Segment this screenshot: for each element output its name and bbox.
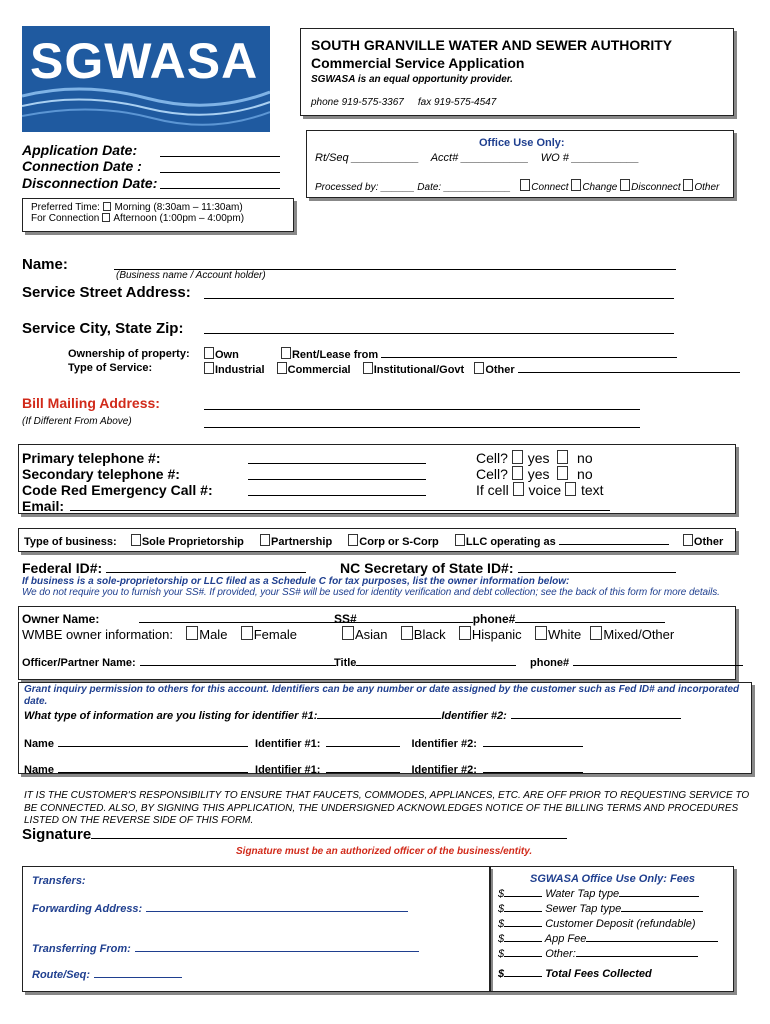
fee-field-other[interactable] xyxy=(504,946,542,957)
grant-id1-label-1: Identifier #1: xyxy=(255,738,321,750)
commercial-label: Commercial xyxy=(287,364,351,376)
industrial-checkbox[interactable] xyxy=(204,362,214,374)
logo-text: SGWASA xyxy=(30,33,259,89)
ifcell-label: If cell xyxy=(476,482,509,498)
fee-field-deposit[interactable] xyxy=(504,916,542,927)
cell2-yes-label: yes xyxy=(527,466,550,482)
federal-id-field[interactable] xyxy=(106,562,306,573)
sole-label: Sole Proprietorship xyxy=(141,536,244,548)
own-label: Own xyxy=(215,349,239,361)
change-checkbox[interactable] xyxy=(571,179,581,191)
grant-line1: Grant inquiry permission to others for this account. Identifiers can be any number or date assigned by the customer such as Fed ID# and incorporated xyxy=(24,684,740,695)
female-label: Female xyxy=(253,627,298,642)
black-label: Black xyxy=(413,627,446,642)
processed-field[interactable]: Processed by: ______ Date: ____________ xyxy=(315,182,511,193)
identifier2-type-field[interactable] xyxy=(511,708,681,719)
fee-field-app[interactable] xyxy=(504,931,542,942)
office-use-box xyxy=(306,130,734,198)
disconnection-date-label: Disconnection Date: xyxy=(22,175,158,191)
llc-checkbox[interactable] xyxy=(455,534,465,546)
secondary-phone-field[interactable] xyxy=(248,469,426,480)
bill-address-line1[interactable] xyxy=(204,398,640,410)
llc-name-field[interactable] xyxy=(559,534,669,545)
grant-id1-label-2: Identifier #1: xyxy=(255,764,321,776)
service-city-label: Service City, State Zip: xyxy=(22,320,184,337)
logo xyxy=(22,26,270,132)
fee-field-sewer[interactable] xyxy=(504,901,542,912)
total-fee-field[interactable] xyxy=(504,966,542,977)
service-type-label: Type of Service: xyxy=(68,362,153,374)
bill-address-line2[interactable] xyxy=(204,416,640,428)
rent-label: Rent/Lease from xyxy=(291,349,379,361)
other-checkbox[interactable] xyxy=(683,179,693,191)
cell1-label: Cell? xyxy=(476,450,508,466)
commercial-checkbox[interactable] xyxy=(277,362,287,374)
other-label: Other xyxy=(694,182,720,193)
form-title: Commercial Service Application xyxy=(311,55,525,71)
corp-label: Corp or S-Corp xyxy=(359,536,439,548)
white-checkbox[interactable] xyxy=(535,626,547,640)
grant-name1-label: Name xyxy=(24,738,54,750)
wo-field[interactable]: WO # ___________ xyxy=(540,152,640,164)
name-hint: (Business name / Account holder) xyxy=(116,270,266,281)
secondary-phone-label: Secondary telephone #: xyxy=(22,466,180,482)
nc-sos-field[interactable] xyxy=(518,562,676,573)
voice-label: voice xyxy=(528,482,562,498)
owner-phone-label: phone# xyxy=(472,612,516,626)
partnership-label: Partnership xyxy=(271,536,333,548)
signature-field[interactable] xyxy=(91,828,567,839)
owner-ss-label: SS# xyxy=(334,612,357,626)
partnership-checkbox[interactable] xyxy=(260,534,270,546)
own-checkbox[interactable] xyxy=(204,347,214,359)
corp-checkbox[interactable] xyxy=(348,534,358,546)
name-field[interactable] xyxy=(114,258,676,270)
primary-phone-field[interactable] xyxy=(248,453,426,464)
owner-note: If business is a sole-proprietorship or LLC filed as a Schedule C for tax purposes, list the owner information below: xyxy=(22,576,570,587)
grant-name1-field[interactable] xyxy=(58,736,248,747)
service-street-label: Service Street Address: xyxy=(22,284,191,301)
cell2-no-label: no xyxy=(577,466,593,482)
female-checkbox[interactable] xyxy=(241,626,253,640)
rtseq-field[interactable]: Rt/Seq ___________ xyxy=(315,152,419,164)
fee-field-water[interactable] xyxy=(504,886,542,897)
route-seq-field[interactable] xyxy=(94,967,182,978)
hispanic-label: Hispanic xyxy=(471,627,522,642)
for-connection-label: For Connection xyxy=(31,213,100,224)
grant-box xyxy=(18,682,752,774)
mixed-checkbox[interactable] xyxy=(590,626,602,640)
disclaimer: IT IS THE CUSTOMER'S RESPONSIBILITY TO ENSURE THAT FAUCETS, COMMODES, APPLIANCES, ETC. ARE OFF PRIOR TO REQUESTING SERVICE TO BE CONNECTED. ALSO, BY SIGNING THIS APPLICATION, THE UNDERSIGNED ACKNOWLEDGES NOTICE OF THE BILLING TERMS AND PROCEDURES LISTED ON THE REVERSE SIDE OF THIS FORM. xyxy=(24,790,750,826)
service-other-field[interactable] xyxy=(518,362,740,373)
bill-mailing-hint: (If Different From Above) xyxy=(22,416,132,427)
route-seq-label: Route/Seq: xyxy=(32,969,91,981)
fee-deposit: Customer Deposit (refundable) xyxy=(545,918,696,930)
llc-label: LLC operating as xyxy=(465,536,556,548)
connection-date-field[interactable] xyxy=(160,161,280,173)
equal-opportunity: SGWASA is an equal opportunity provider. xyxy=(311,74,513,85)
federal-id-label: Federal ID#: xyxy=(22,560,103,576)
male-checkbox[interactable] xyxy=(186,626,198,640)
grant-id2-label-2: Identifier #2: xyxy=(411,764,477,776)
transferring-from-label: Transferring From: xyxy=(32,943,131,955)
business-other-checkbox[interactable] xyxy=(683,534,693,546)
forwarding-field[interactable] xyxy=(146,901,408,912)
ss-note: We do not require you to furnish your SS#. If provided, your SS# will be used for identity verification and debt collection; see the back of this form for more details. xyxy=(22,587,720,598)
fee-sewer-tap: Sewer Tap type xyxy=(545,903,622,915)
black-checkbox[interactable] xyxy=(401,626,413,640)
service-street-field[interactable] xyxy=(204,287,674,299)
asian-checkbox[interactable] xyxy=(342,626,354,640)
cell1-no-checkbox[interactable] xyxy=(557,450,568,464)
connect-label: Connect xyxy=(531,182,569,193)
business-type-label: Type of business: xyxy=(24,536,117,548)
institutional-checkbox[interactable] xyxy=(363,362,373,374)
white-label: White xyxy=(547,627,582,642)
bill-mailing-label: Bill Mailing Address: xyxy=(22,395,160,411)
code-red-label: Code Red Emergency Call #: xyxy=(22,482,213,498)
business-other-label: Other xyxy=(693,536,724,548)
text-checkbox[interactable] xyxy=(565,482,576,496)
afternoon-label: Afternoon (1:00pm – 4:00pm) xyxy=(113,213,245,224)
code-red-field[interactable] xyxy=(248,485,426,496)
nc-sos-label: NC Secretary of State ID#: xyxy=(340,560,514,576)
fee-other-field[interactable] xyxy=(576,946,698,957)
email-label: Email: xyxy=(22,498,65,514)
officer-name-field[interactable] xyxy=(140,655,336,666)
email-field[interactable] xyxy=(70,500,610,511)
org-name: SOUTH GRANVILLE WATER AND SEWER AUTHORITY xyxy=(311,37,673,53)
institutional-label: Institutional/Govt xyxy=(373,364,465,376)
cell2-label: Cell? xyxy=(476,466,508,482)
sole-checkbox[interactable] xyxy=(131,534,141,546)
grant-name2-field[interactable] xyxy=(58,762,248,773)
fax: fax 919-575-4547 xyxy=(417,97,497,108)
application-date-label: Application Date: xyxy=(22,142,138,158)
fee-app: App Fee xyxy=(544,933,587,945)
owner-name-field[interactable] xyxy=(139,612,361,623)
transfers-title: Transfers: xyxy=(32,875,86,887)
text-label: text xyxy=(580,482,604,498)
grant-name2-label: Name xyxy=(24,764,54,776)
rent-from-field[interactable] xyxy=(381,347,677,358)
grant-id2-label-1: Identifier #2: xyxy=(411,738,477,750)
total-fees-label: Total Fees Collected xyxy=(545,968,652,980)
cell1-no-label: no xyxy=(577,450,593,466)
mixed-label: Mixed/Other xyxy=(603,627,675,642)
grant-id1-field-2[interactable] xyxy=(326,762,400,773)
disconnect-label: Disconnect xyxy=(631,182,681,193)
service-other-checkbox[interactable] xyxy=(474,362,484,374)
identifier1-type-field[interactable] xyxy=(317,708,441,719)
signature-note: Signature must be an authorized officer of the business/entity. xyxy=(236,846,533,857)
voice-checkbox[interactable] xyxy=(513,482,524,496)
name-label: Name: xyxy=(22,256,68,273)
wmbe-label: WMBE owner information: xyxy=(22,627,173,642)
morning-label: Morning (8:30am – 11:30am) xyxy=(114,202,243,213)
fee-sewer-type-field[interactable] xyxy=(621,901,703,912)
fees-title: SGWASA Office Use Only: Fees xyxy=(530,873,696,885)
fee-water-type-field[interactable] xyxy=(619,886,699,897)
phone: phone 919-575-3367 xyxy=(311,97,404,108)
owner-phone-field[interactable] xyxy=(515,612,665,623)
forwarding-label: Forwarding Address: xyxy=(32,903,143,915)
preferred-time-box xyxy=(22,198,294,232)
cell2-no-checkbox[interactable] xyxy=(557,466,568,480)
male-label: Male xyxy=(199,627,228,642)
identifier2-type-label: Identifier #2: xyxy=(441,710,507,722)
afternoon-checkbox[interactable] xyxy=(102,213,110,222)
signature-label: Signature xyxy=(22,826,92,843)
rent-checkbox[interactable] xyxy=(281,347,291,359)
officer-phone-label: phone# xyxy=(530,657,570,669)
service-city-field[interactable] xyxy=(204,322,674,334)
industrial-label: Industrial xyxy=(215,364,265,376)
application-date-field[interactable] xyxy=(160,145,280,157)
connection-date-label: Connection Date : xyxy=(22,158,142,174)
ownership-label: Ownership of property: xyxy=(68,348,190,360)
grant-id2-field-1[interactable] xyxy=(483,736,583,747)
primary-phone-label: Primary telephone #: xyxy=(22,450,161,466)
hispanic-checkbox[interactable] xyxy=(459,626,471,640)
connect-checkbox[interactable] xyxy=(520,179,530,191)
transferring-from-field[interactable] xyxy=(135,941,419,952)
owner-name-label: Owner Name: xyxy=(22,612,100,626)
morning-checkbox[interactable] xyxy=(103,202,111,211)
cell2-yes-checkbox[interactable] xyxy=(512,466,523,480)
acct-field[interactable]: Acct# ___________ xyxy=(430,152,529,164)
fee-other: Other: xyxy=(545,948,576,960)
disconnection-date-field[interactable] xyxy=(160,177,280,189)
fees-list: $ Water Tap type $ Sewer Tap type $ Customer Deposit (refundable) $ App Fee $ Other: xyxy=(498,886,718,961)
cell1-yes-label: yes xyxy=(527,450,550,466)
fee-app-extra-field[interactable] xyxy=(586,931,718,942)
asian-label: Asian xyxy=(355,627,388,642)
office-use-title: Office Use Only: xyxy=(479,137,565,149)
disconnect-checkbox[interactable] xyxy=(620,179,630,191)
identifier-type-question: What type of information are you listing for identifier #1: xyxy=(24,710,318,722)
owner-ss-field[interactable] xyxy=(357,612,473,623)
officer-title-field[interactable] xyxy=(356,655,516,666)
officer-name-label: Officer/Partner Name: xyxy=(22,657,136,669)
fee-water-tap: Water Tap type xyxy=(545,888,620,900)
officer-phone-field[interactable] xyxy=(573,655,743,666)
grant-id1-field-1[interactable] xyxy=(326,736,400,747)
grant-line2: date. xyxy=(24,696,48,707)
officer-title-label: Title xyxy=(334,657,357,669)
service-other-label: Other xyxy=(485,364,515,376)
grant-id2-field-2[interactable] xyxy=(483,762,583,773)
header-box xyxy=(300,28,734,116)
preferred-time-label: Preferred Time: xyxy=(31,202,100,213)
change-label: Change xyxy=(582,182,618,193)
cell1-yes-checkbox[interactable] xyxy=(512,450,523,464)
